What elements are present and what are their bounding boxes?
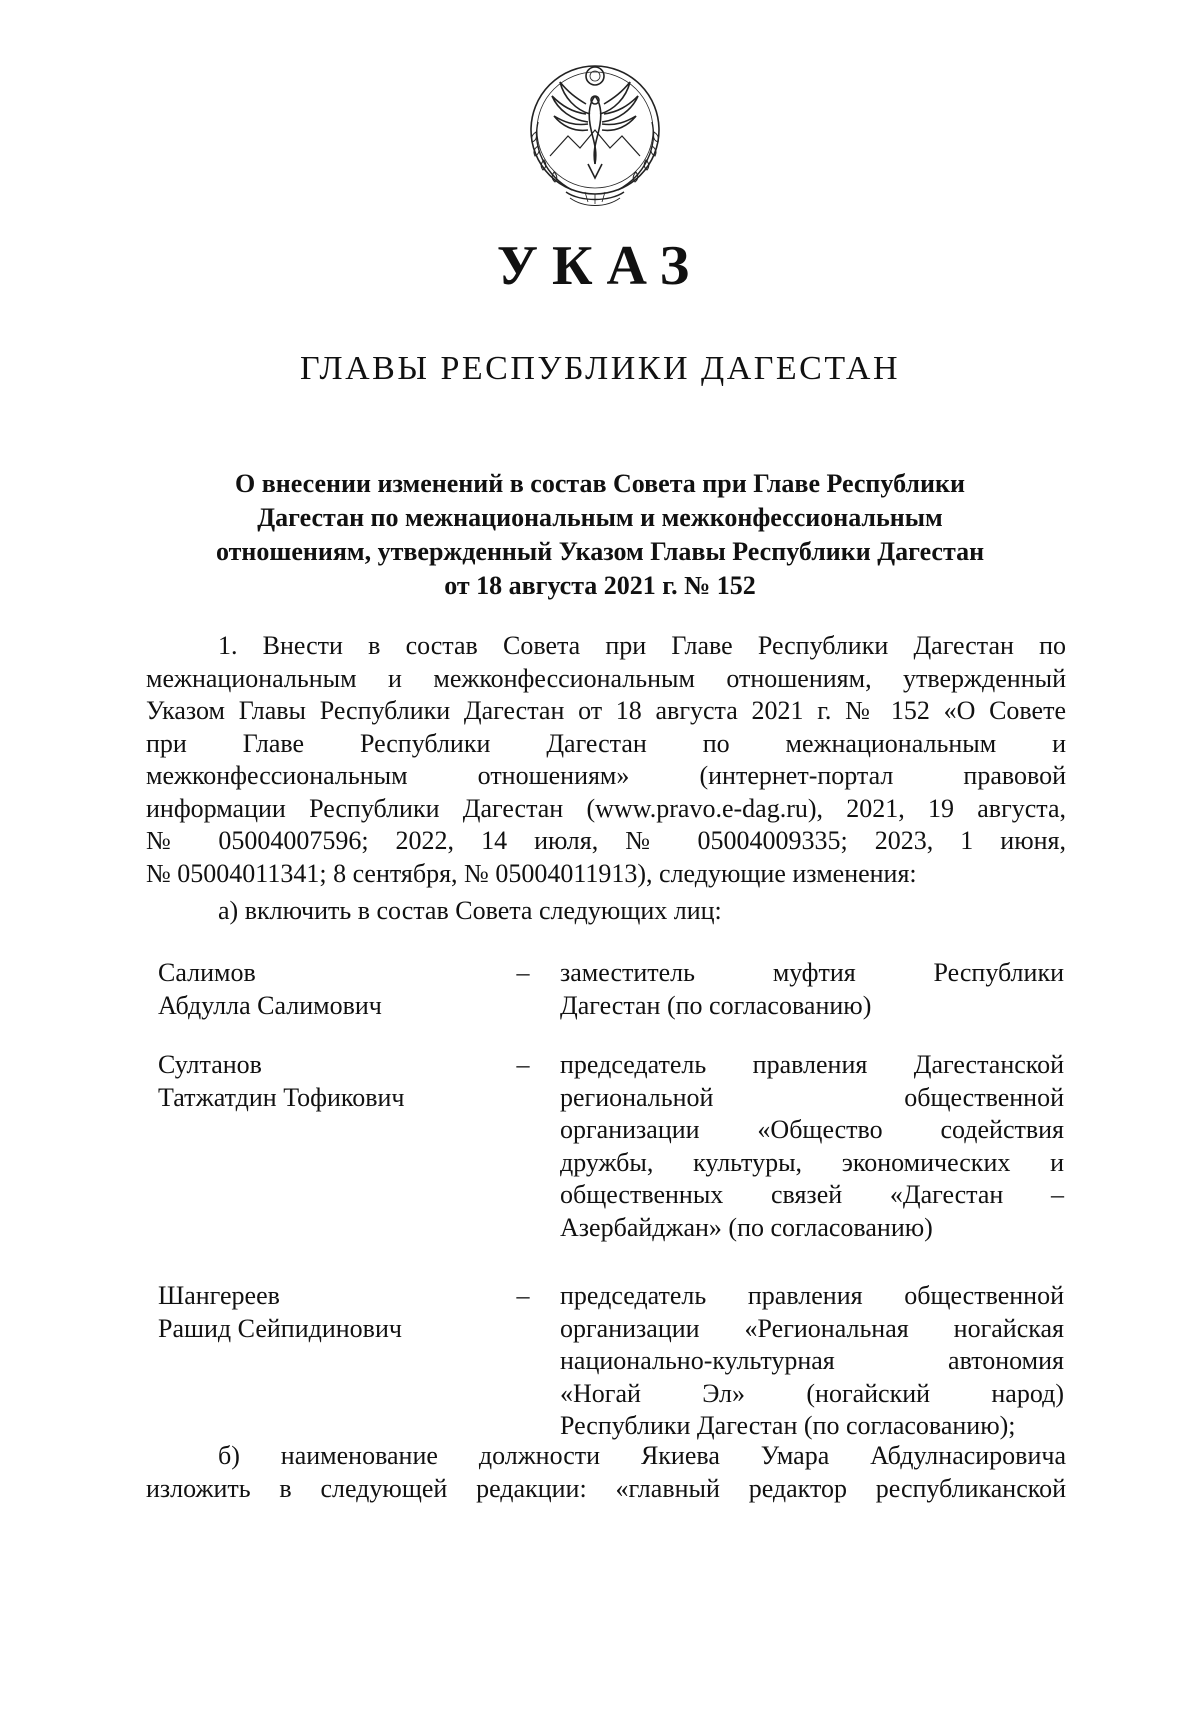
role-line: заместитель муфтия Республики: [560, 958, 1064, 987]
document-title: УКАЗ: [496, 235, 704, 297]
document-heading: [150, 467, 1050, 603]
paragraph-line: при Главе Республики Дагестан по межнациональным и: [146, 728, 1066, 758]
member-role: [560, 1049, 1064, 1244]
paragraph-line: Указом Главы Республики Дагестан от 18 августа 2021 г. № 152 «О Совете: [146, 696, 1066, 725]
role-line: председатель правления Дагестанской: [560, 1050, 1064, 1079]
member-name: [158, 1280, 488, 1345]
role-line: региональной общественной: [560, 1082, 1064, 1112]
member-role: [560, 1280, 1064, 1443]
paragraph-line: б) наименование должности Якиева Умара Абдулнасировича: [218, 1441, 1066, 1470]
member-given-name: Рашид Сейпидинович: [158, 1313, 402, 1343]
coat-of-arms-emblem: [510, 52, 680, 212]
role-line: организации «Общество содействия: [560, 1115, 1064, 1144]
member-surname: Султанов: [158, 1050, 262, 1079]
member-given-name: Абдулла Салимович: [158, 990, 382, 1020]
role-line: «Ногай Эл» (ногайский народ): [560, 1378, 1064, 1408]
role-line: председатель правления общественной: [560, 1281, 1064, 1310]
paragraph-1: [146, 630, 1066, 890]
member-surname: Шангереев: [158, 1281, 280, 1310]
member-name: [158, 1049, 488, 1114]
heading-line: Дагестан по межнациональным и межконфессиональным: [257, 503, 943, 532]
role-line: Дагестан (по согласованию): [560, 990, 872, 1020]
role-line: организации «Региональная ногайская: [560, 1313, 1064, 1343]
member-dash: –: [516, 1050, 530, 1079]
heading-line: от 18 августа 2021 г. № 152: [444, 571, 756, 600]
item-a: а) включить в состав Совета следующих лиц:: [218, 896, 722, 925]
paragraph-line: № 05004011341; 8 сентября, № 05004011913), следующие изменения:: [146, 858, 917, 888]
document-subtitle: ГЛАВЫ РЕСПУБЛИКИ ДАГЕСТАН: [299, 350, 901, 387]
paragraph-line: межконфессиональным отношениям» (интернет-портал правовой: [146, 761, 1066, 790]
paragraph-line: изложить в следующей редакции: «главный редактор республиканской: [146, 1473, 1066, 1503]
member-surname: Салимов: [158, 958, 256, 987]
item-b: [146, 1440, 1066, 1505]
role-line: дружбы, культуры, экономических и: [560, 1147, 1064, 1177]
paragraph-line: 1. Внести в состав Совета при Главе Республики Дагестан по: [218, 631, 1066, 660]
member-dash: –: [516, 1281, 530, 1310]
member-name: [158, 957, 488, 1022]
heading-line: О внесении изменений в состав Совета при Главе Республики: [235, 469, 965, 498]
paragraph-line: информации Республики Дагестан (www.pravo.e-dag.ru), 2021, 19 августа,: [146, 793, 1066, 823]
role-line: Республики Дагестан (по согласованию);: [560, 1411, 1016, 1440]
role-line: общественных связей «Дагестан –: [560, 1180, 1064, 1209]
paragraph-line: межнациональным и межконфессиональным отношениям, утвержденный: [146, 663, 1066, 693]
member-dash: –: [516, 958, 530, 987]
role-line: национально-культурная автономия: [560, 1346, 1064, 1375]
member-given-name: Татжатдин Тофикович: [158, 1082, 405, 1112]
member-role: [560, 957, 1064, 1022]
heading-line: отношениям, утвержденный Указом Главы Республики Дагестан: [215, 537, 985, 566]
role-line: Азербайджан» (по согласованию): [560, 1212, 933, 1242]
paragraph-line: № 05004007596; 2022, 14 июля, № 05004009335; 2023, 1 июня,: [146, 826, 1066, 855]
